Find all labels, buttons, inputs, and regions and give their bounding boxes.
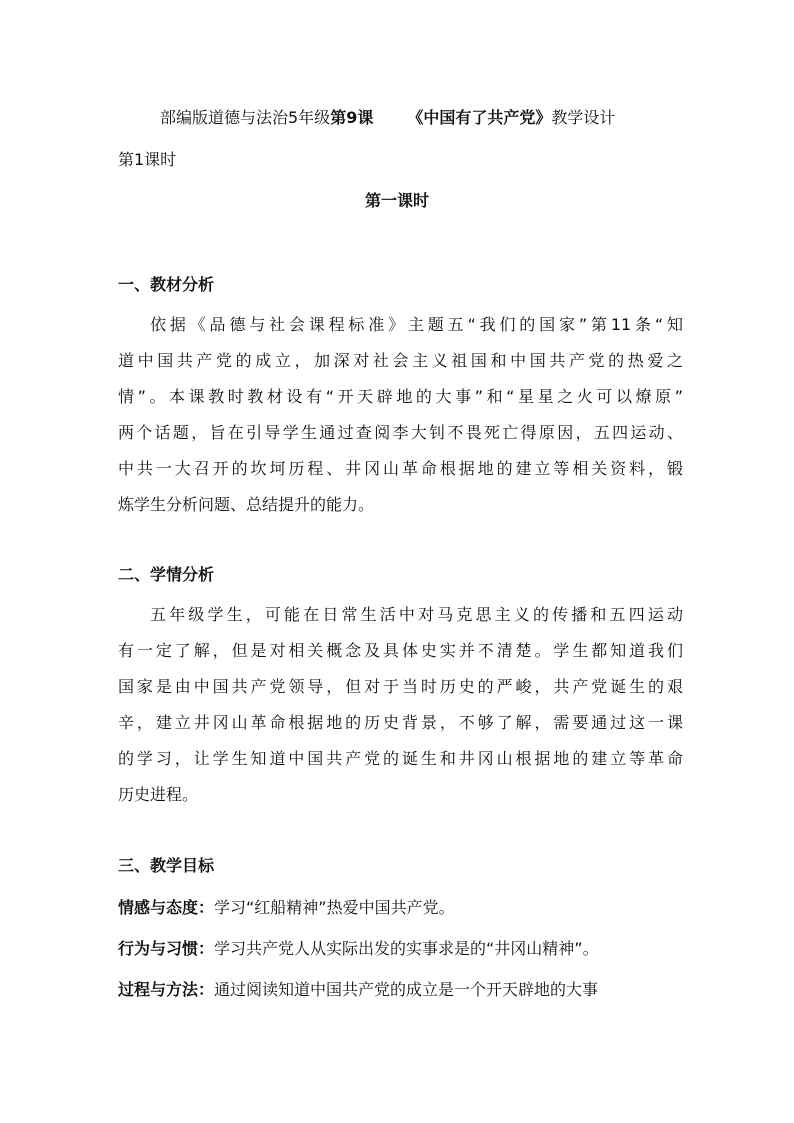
document-title (160, 108, 615, 128)
title-grade: 部编版道德与法治5年级 (160, 108, 331, 127)
paragraph-line: 有一定了解，但是对相关概念及具体史实并不清楚。学生都知道我们 (118, 641, 683, 660)
goal-label: 行为与习惯： (118, 939, 215, 958)
goal-process-method (118, 980, 598, 1000)
title-lesson-name: 《中国有了共产党》 (407, 108, 552, 127)
paragraph-line: 中共一大召开的坎坷历程、井冈山革命根据地的建立等相关资料，锻 (118, 459, 683, 478)
heading-teaching-goals: 三、教学目标 (118, 856, 215, 875)
paragraph-line: 国家是由中国共产党领导，但对于当时历史的严峻，共产党诞生的艰 (118, 677, 683, 696)
goal-text: 学习共产党人从实际出发的实事求是的“井冈山精神”。 (214, 939, 599, 958)
title-suffix: 教学设计 (551, 108, 616, 127)
paragraph-line: 情”。本课教时教材设有“开天辟地的大事”和“星星之火可以燎原” (118, 387, 683, 406)
goal-label: 过程与方法： (118, 980, 215, 999)
paragraph-textbook-analysis (118, 307, 683, 523)
paragraph-line: 道中国共产党的成立，加深对社会主义祖国和中国共产党的热爱之 (118, 351, 683, 370)
paragraph-line: 依据《品德与社会课程标准》主题五“我们的国家”第11条“知 (150, 315, 683, 334)
paragraph-line: 的学习，让学生知道中国共产党的诞生和井冈山根据地的建立等革命 (118, 749, 683, 768)
section-center-heading: 第一课时 (364, 191, 429, 210)
paragraph-line: 两个话题，旨在引导学生通过查阅李大钊不畏死亡得原因，五四运动、 (118, 423, 683, 442)
heading-learner-analysis: 二、学情分析 (118, 565, 215, 584)
paragraph-line: 炼学生分析问题、总结提升的能力。 (118, 495, 375, 514)
paragraph-learner-analysis (118, 597, 683, 813)
paragraph-line: 五年级学生，可能在日常生活中对马克思主义的传播和五四运动 (150, 605, 683, 624)
goal-text: 通过阅读知道中国共产党的成立是一个开天辟地的大事 (214, 980, 599, 999)
lesson-period: 第1课时 (118, 150, 177, 169)
goal-text: 学习“红船精神”热爱中国共产党。 (214, 898, 455, 917)
title-lesson-number: 第9课 (330, 108, 374, 127)
goal-behavior-habit (118, 939, 599, 959)
goal-label: 情感与态度： (118, 898, 215, 917)
paragraph-line: 辛，建立井冈山革命根据地的历史背景，不够了解，需要通过这一课 (118, 713, 683, 732)
paragraph-line: 历史进程。 (118, 785, 199, 804)
heading-textbook-analysis: 一、教材分析 (118, 275, 215, 294)
goal-emotion-attitude (118, 898, 455, 918)
